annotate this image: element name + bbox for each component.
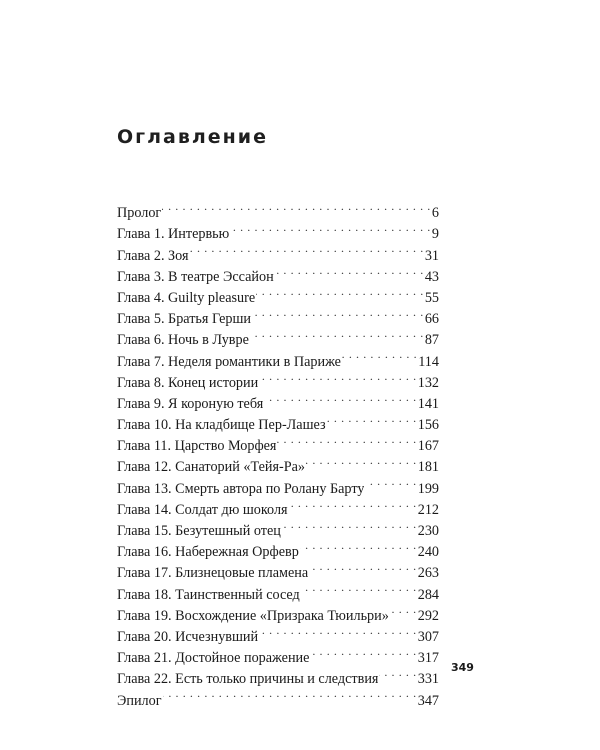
toc-entry-title: Глава 11. Царство Морфея bbox=[117, 438, 277, 455]
toc-entry-title: Глава 14. Солдат дю шоколя bbox=[117, 501, 288, 518]
toc-entry bbox=[117, 683, 439, 709]
toc-entry-page: 114 bbox=[418, 353, 439, 370]
toc-entry-title: Глава 13. Смерть автора по Ролану Барту bbox=[117, 480, 365, 497]
toc-entry-page: 87 bbox=[424, 332, 439, 349]
toc-dot-leader bbox=[256, 281, 424, 302]
toc-entry bbox=[117, 196, 439, 222]
toc-entry-page: 55 bbox=[424, 289, 439, 306]
toc-entry-page: 156 bbox=[417, 417, 439, 434]
toc-dot-leader bbox=[250, 323, 424, 344]
toc-entry-title: Эпилог bbox=[117, 692, 162, 709]
toc-dot-leader bbox=[301, 577, 417, 598]
table-of-contents bbox=[117, 196, 439, 709]
toc-entry-title: Глава 15. Безутешный отец bbox=[117, 523, 281, 539]
toc-entry-title: Глава 9. Я короную тебя bbox=[117, 395, 264, 412]
toc-entry-page: 43 bbox=[424, 268, 439, 285]
toc-entry-title: Глава 7. Неделя романтики в Париже bbox=[117, 353, 341, 370]
toc-entry-page: 347 bbox=[417, 692, 439, 709]
toc-dot-leader bbox=[275, 260, 424, 281]
toc-entry-title: Глава 10. На кладбище Пер-Лашез bbox=[117, 417, 326, 434]
toc-entry-page: 167 bbox=[417, 438, 439, 455]
toc-entry-title: Пролог bbox=[117, 205, 162, 222]
toc-entry-title: Глава 4. Guilty pleasure bbox=[117, 289, 256, 306]
toc-entry bbox=[117, 217, 439, 243]
toc-dot-leader bbox=[282, 514, 417, 535]
toc-entry-page: 132 bbox=[417, 374, 439, 391]
toc-dot-leader bbox=[365, 471, 416, 492]
toc-entry-page: 212 bbox=[417, 501, 439, 518]
toc-entry-title: Глава 12. Санаторий «Тейя-Ра» bbox=[117, 459, 306, 476]
toc-entry-page: 181 bbox=[417, 459, 439, 476]
toc-entry-title: Глава 21. Достойное поражение bbox=[117, 650, 310, 667]
toc-dot-leader bbox=[230, 217, 431, 238]
toc-dot-leader bbox=[309, 556, 417, 577]
toc-dot-leader bbox=[327, 408, 417, 429]
toc-entry-page: 307 bbox=[417, 628, 439, 645]
toc-entry-page: 292 bbox=[417, 607, 439, 624]
toc-dot-leader bbox=[310, 641, 416, 662]
page-number: 349 bbox=[451, 661, 474, 674]
toc-dot-leader bbox=[259, 620, 417, 641]
toc-dot-leader bbox=[259, 366, 417, 387]
toc-dot-leader bbox=[289, 493, 417, 514]
toc-entry-page: 31 bbox=[424, 247, 439, 264]
toc-dot-leader bbox=[163, 683, 417, 704]
toc-entry-title: Глава 1. Интервью bbox=[117, 226, 230, 243]
toc-entry-page: 284 bbox=[417, 586, 439, 603]
toc-dot-leader bbox=[277, 429, 416, 450]
toc-entry-page: 317 bbox=[417, 650, 439, 667]
toc-entry-page: 331 bbox=[417, 671, 439, 688]
toc-entry-title: Глава 16. Набережная Орфевр bbox=[117, 544, 299, 561]
toc-dot-leader bbox=[306, 450, 417, 471]
toc-entry-title: Глава 18. Таинственный сосед bbox=[117, 586, 300, 603]
toc-entry-page: 240 bbox=[417, 544, 439, 561]
toc-dot-leader bbox=[300, 535, 417, 556]
toc-entry-title: Глава 6. Ночь в Лувре bbox=[117, 332, 249, 349]
toc-dot-leader bbox=[390, 599, 417, 620]
toc-entry-page: 230 bbox=[417, 523, 439, 539]
toc-entry-title: Глава 17. Близнецовые пламена bbox=[117, 565, 309, 582]
toc-dot-leader bbox=[264, 387, 416, 408]
toc-entry-title: Глава 22. Есть только причины и следствия bbox=[117, 671, 379, 688]
page-title: Оглавление bbox=[117, 126, 268, 148]
toc-entry-page: 263 bbox=[417, 565, 439, 582]
toc-dot-leader bbox=[252, 302, 424, 323]
toc-dot-leader bbox=[162, 196, 431, 217]
toc-entry-title: Глава 8. Конец истории bbox=[117, 374, 259, 391]
toc-entry-title: Глава 5. Братья Герши bbox=[117, 311, 251, 328]
toc-entry-title: Глава 19. Восхождение «Призрака Тюильри» bbox=[117, 607, 389, 624]
toc-entry-page: 199 bbox=[417, 480, 439, 497]
toc-entry-page: 6 bbox=[431, 205, 439, 222]
toc-entry-page: 9 bbox=[431, 226, 439, 243]
toc-entry-page: 141 bbox=[417, 395, 439, 412]
toc-dot-leader bbox=[379, 662, 416, 683]
toc-dot-leader bbox=[342, 344, 417, 365]
toc-entry-page: 66 bbox=[424, 311, 439, 328]
toc-entry-title: Глава 2. Зоя bbox=[117, 247, 189, 264]
toc-dot-leader bbox=[190, 238, 424, 259]
toc-entry-title: Глава 3. В театре Эссайон bbox=[117, 268, 274, 285]
toc-entry-title: Глава 20. Исчезнувший bbox=[117, 628, 259, 645]
